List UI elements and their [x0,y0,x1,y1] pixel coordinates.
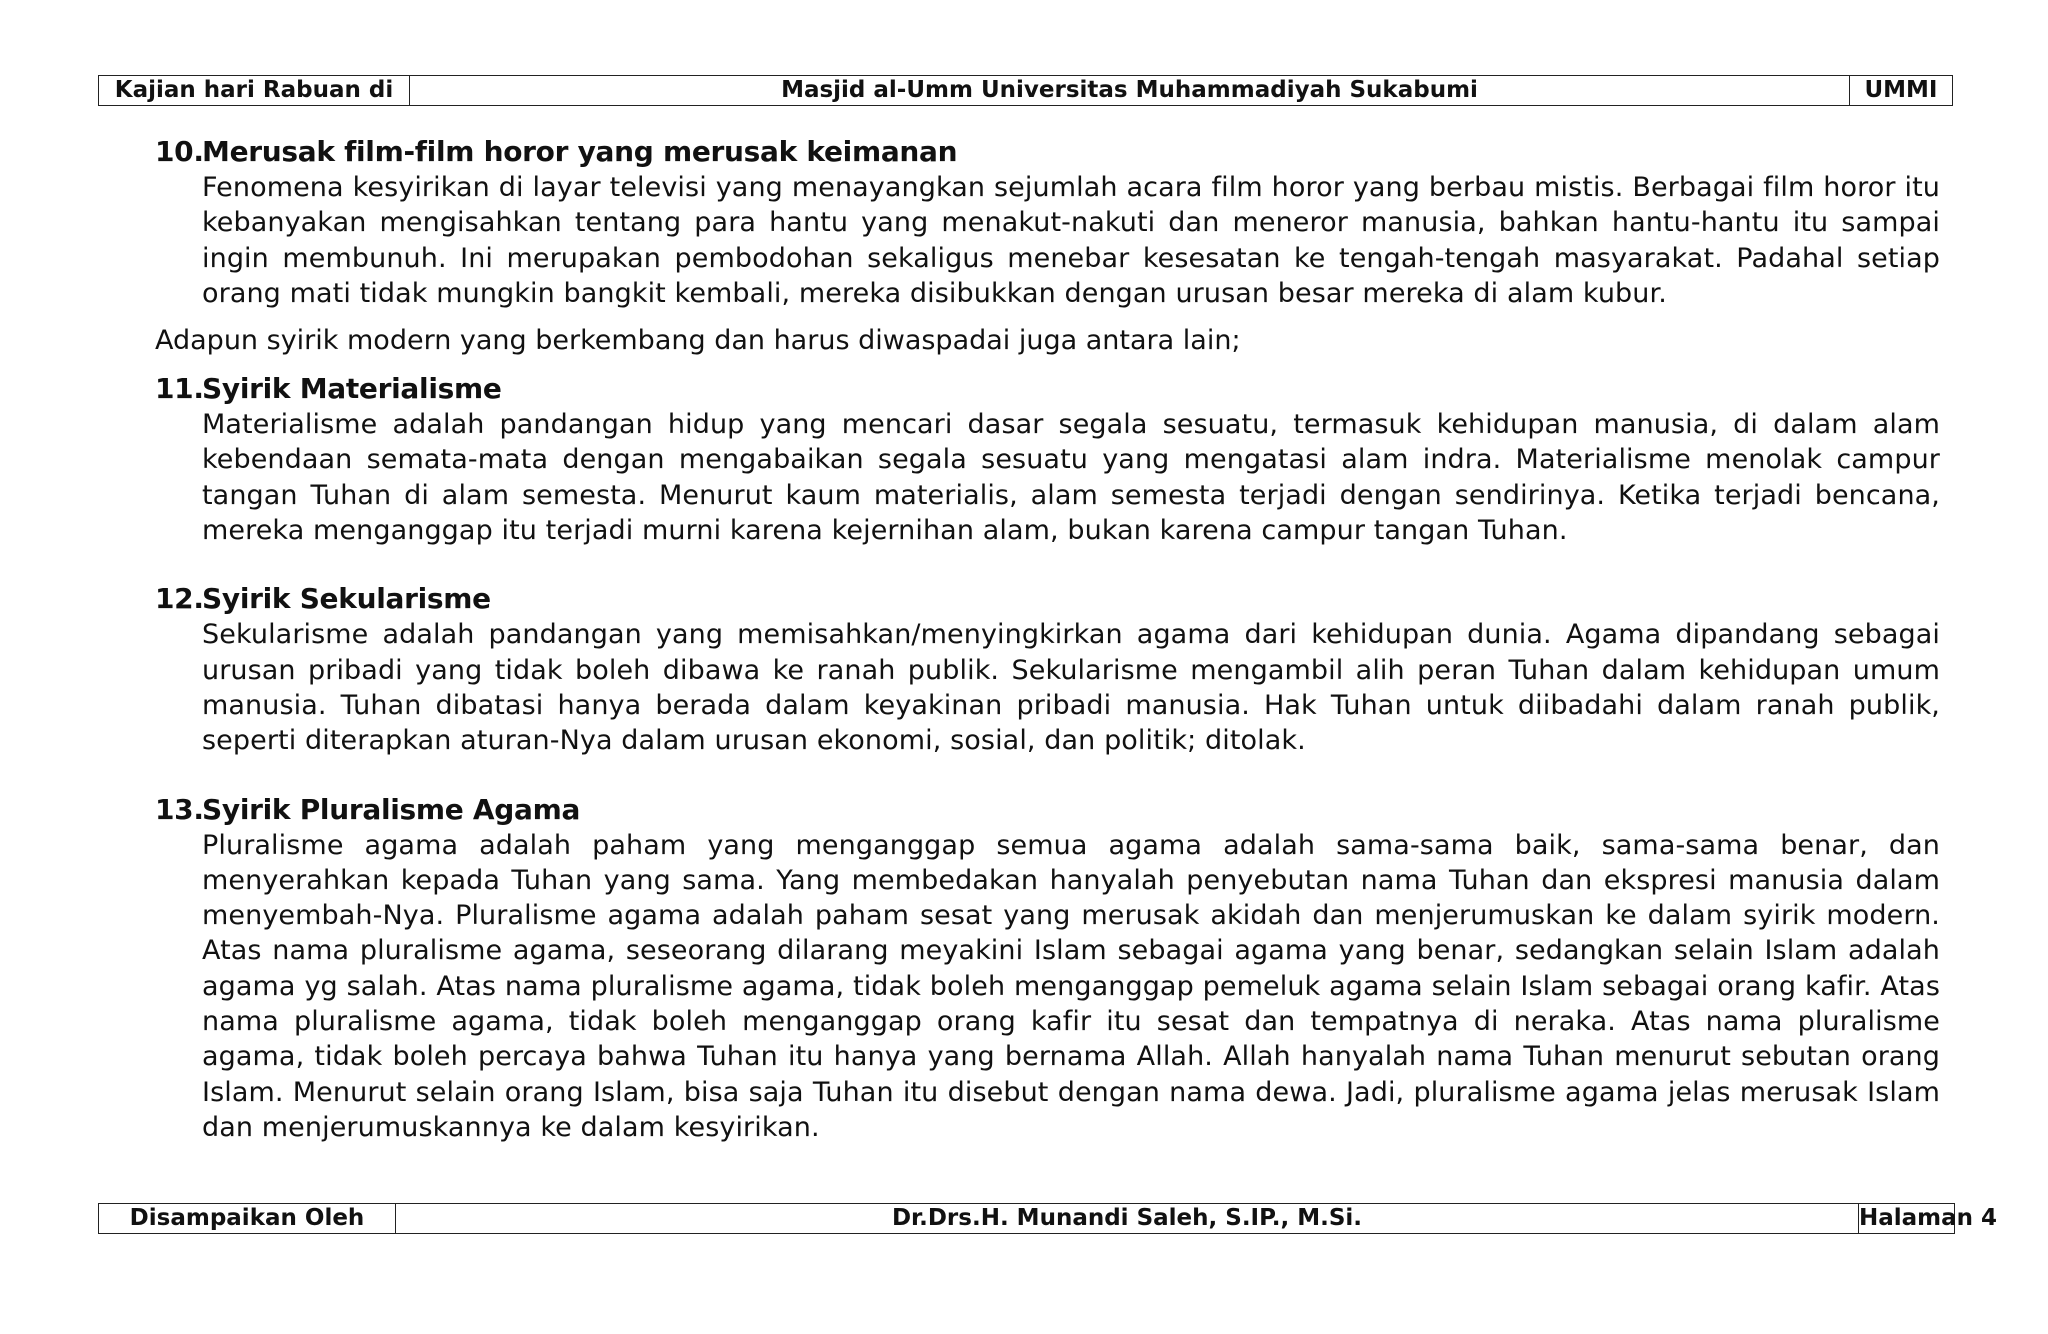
item-heading [155,792,1940,828]
header-center-cell: Masjid al-Umm Universitas Muhammadiyah Sukabumi [410,76,1850,106]
footer-left-cell: Disampaikan Oleh [99,1204,396,1234]
footer-right-cell: Halaman 4 [1859,1204,1955,1234]
footer-center-cell: Dr.Drs.H. Munandi Saleh, S.IP., M.Si. [396,1204,1859,1234]
list-item-13 [155,792,1940,1146]
item-paragraph: Materialisme adalah pandangan hidup yang mencari dasar segala sesuatu, termasuk kehidupan manusia, di dalam alam kebendaan semata-mata dengan mengabaikan segala sesuatu yang mengatasi alam indra. Materialisme menolak campur tangan Tuhan di alam semesta. Menurut kaum materialis, alam semesta terjadi dengan sendirinya. Ketika terjadi bencana, mereka menganggap itu terjadi murni karena kejernihan alam, bukan karena campur tangan Tuhan. [202,409,1940,547]
item-paragraph: Sekularisme adalah pandangan yang memisahkan/menyingkirkan agama dari kehidupan dunia. Agama dipandang sebagai urusan pribadi yang tidak boleh dibawa ke ranah publik. Sekularisme mengambil alih peran Tuhan dalam kehidupan umum manusia. Tuhan dibatasi hanya berada dalam keyakinan pribadi manusia. Hak Tuhan untuk diibadahi dalam ranah publik, seperti diterapkan aturan-Nya dalam urusan ekonomi, sosial, dan politik; ditolak. [202,619,1940,757]
spacer [155,759,1940,792]
item-paragraph: Fenomena kesyirikan di layar televisi yang menayangkan sejumlah acara film horor yang berbau mistis. Berbagai film horor itu kebanyakan mengisahkan tentang para hantu yang menakut-nakuti dan meneror manusia, bahkan hantu-hantu itu sampai ingin membunuh. Ini merupakan pembodohan sekaligus menebar kesesatan ke tengah-tengah masyarakat. Padahal setiap orang mati tidak mungkin bangkit kembali, mereka disibukkan dengan urusan besar mereka di alam kubur. [202,172,1940,309]
list-item-11 [155,371,1940,548]
spacer [155,548,1940,581]
item-paragraph: Pluralisme agama adalah paham yang menganggap semua agama adalah sama-sama baik, sama-sama benar, dan menyerahkan kepada Tuhan yang sama. Yang membedakan hanyalah penyebutan nama Tuhan dan ekspresi manusia dalam menyembah-Nya. Pluralisme agama adalah paham sesat yang merusak akidah dan menjerumuskan ke dalam syirik modern. Atas nama pluralisme agama, seseorang dilarang meyakini Islam sebagai agama yang benar, sedangkan selain Islam adalah agama yg salah. Atas nama pluralisme agama, tidak boleh menganggap pemeluk agama selain Islam sebagai orang kafir. Atas nama pluralisme agama, tidak boleh menganggap orang kafir itu sesat dan tempatnya di neraka. Atas nama pluralisme agama, tidak boleh percaya bahwa Tuhan itu hanya yang bernama Allah. Allah hanyalah nama Tuhan menurut sebutan orang Islam. Menurut selain orang Islam, bisa saja Tuhan itu disebut dengan nama dewa. Jadi, pluralisme agama jelas merusak Islam dan menjerumuskannya ke dalam kesyirikan. [202,829,1940,1143]
item-title: Syirik Sekularisme [202,582,491,616]
header-right-cell: UMMI [1850,76,1953,106]
header-left-cell: Kajian hari Rabuan di [99,76,410,106]
item-title: Merusak film-film horor yang merusak keimanan [202,135,958,168]
page-footer [98,1203,1998,1234]
item-number: 11. [155,372,204,406]
intro-paragraph: Adapun syirik modern yang berkembang dan harus diwaspadai juga antara lain; [155,325,1241,357]
item-number: 10. [155,135,204,168]
item-title: Syirik Materialisme [202,372,502,406]
item-heading [155,134,1940,170]
page-header [98,75,1953,106]
list-item-12 [155,581,1940,758]
item-number: 13. [155,792,204,826]
document-content [155,134,1940,1145]
item-title: Syirik Pluralisme Agama [202,792,581,826]
item-number: 12. [155,582,204,616]
item-heading [155,371,1940,407]
list-item-10 [155,134,1940,311]
item-heading [155,581,1940,617]
